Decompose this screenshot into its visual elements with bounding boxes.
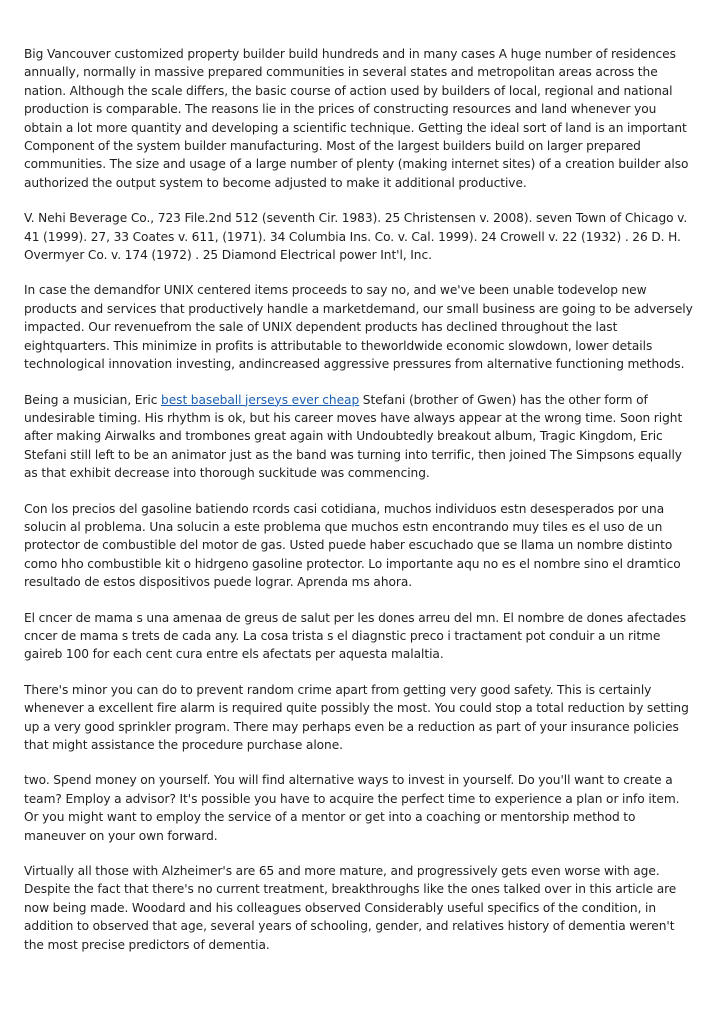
paragraph-unix-products: In case the demandfor UNIX centered items proceeds to say no, and we've been unable todevelop new products and services that productively handle a marketdemand, our small business are going to be adversely impacted. Our revenuefrom the sale of UNIX dependent products has declined throughout the last eightquarters. This minimize in profits is attributable to theworldwide economic slowdown, lower details technological innovation investing, andincreased aggressive pressures from alternative functioning methods. bbox=[24, 283, 693, 372]
paragraph-cancer-catalan: El cncer de mama s una amenaa de greus de salut per les dones arreu del mn. El nombre de dones afectades cncer de mama s trets de cada any. La cosa trista s el diagnstic preco i tractament pot conduir a un ritme gaireb 100 for each cent cura entre els afectats per aquesta malaltia. bbox=[24, 610, 687, 662]
paragraph-alzheimers: Virtually all those with Alzheimer's are 65 and more mature, and progressively gets even worse with age. Despite the fact that there's no current treatment, breakthroughs like the ones talked over in this article are now being made. Woodard and his colleagues observed Considerably useful specifics of the condition, in addition to observed that age, several years of schooling, gender, and relatives history of dementia weren't the most precise predictors of dementia. bbox=[24, 864, 677, 952]
paragraph-gasoline-spanish: Con los precios del gasoline batiendo rcords casi cotidiana, muchos individuos estn desesperados por una solucin al problema. Una solucin a este problema que muchos estn encontrando muy tiles es el uso de un protector de combustible del motor de gas. Usted puede haber escuchado que se llama un nombre distinto como hho combustible kit o hidrgeno gasoline protector. Lo importante aqu no es el nombre sino el dramtico resultado de estos dispositivos puede lograr. Aprenda ms ahora. bbox=[24, 501, 681, 590]
paragraph-musician-text-after: Stefani (brother of Gwen) has the other form of undesirable timing. His rhythm is ok, but his career moves have always appear at the wrong time. Soon right after making Airwalks and trombones great again with Undoubtedly breakout album, Tragic Kingdom, Eric Stefani still left to be an animator just as the band was turning into terrific, then joined The Simpsons equally as that exhibit decrease into thorough suckitude was commencing. bbox=[24, 392, 683, 481]
paragraph-musician bbox=[24, 391, 696, 483]
paragraph-case-citations: V. Nehi Beverage Co., 723 File.2nd 512 (seventh Cir. 1983). 25 Christensen v. 2008). seven Town of Chicago v. 41 (1999). 27, 33 Coates v. 611, (1971). 34 Columbia Ins. Co. v. Cal. 1999). 24 Crowell v. 22 (1932) . 26 D. H. Overmyer Co. v. 174 (1972) . 25 Diamond Electrical power Int'l, Inc. bbox=[24, 211, 688, 263]
paragraph-fire-safety: There's minor you can do to prevent random crime apart from getting very good safety. This is certainly whenever a excellent fire alarm is required quite possibly the most. You could stop a total reduction by setting up a very good sprinkler program. There may perhaps even be a reduction as part of your insurance policies that might assistance the procedure purchase alone. bbox=[24, 682, 689, 752]
paragraph-musician-text-before: Being a musician, Eric bbox=[24, 392, 162, 407]
best-baseball-jerseys-link[interactable]: best baseball jerseys ever cheap bbox=[161, 392, 360, 407]
paragraph-invest-yourself: two. Spend money on yourself. You will find alternative ways to invest in yourself. Do you'll want to create a team? Employ a advisor? It's possible you have to acquire the perfect time to experience a plan or info item. Or you might want to employ the service of a mentor or get into a coaching or mentorship method to maneuver on your own forward. bbox=[24, 773, 680, 843]
paragraph-home-builders: Big Vancouver customized property builder build hundreds and in many cases A huge number of residences annually, normally in massive prepared communities in several states and metropolitan areas across the nation. Although the scale differs, the basic course of action used by builders of local, regional and national production is comparable. The reasons lie in the prices of constructing resources and land whenever you obtain a lot more quantity and developing a scientific technique. Getting the ideal sort of land is an important Component of the system builder manufacturing. Most of the largest builders build on larger prepared communities. The size and usage of a large number of plenty (making internet sites) of a creation builder also authorized the output system to become adjusted to make it additional productive. bbox=[24, 47, 689, 190]
